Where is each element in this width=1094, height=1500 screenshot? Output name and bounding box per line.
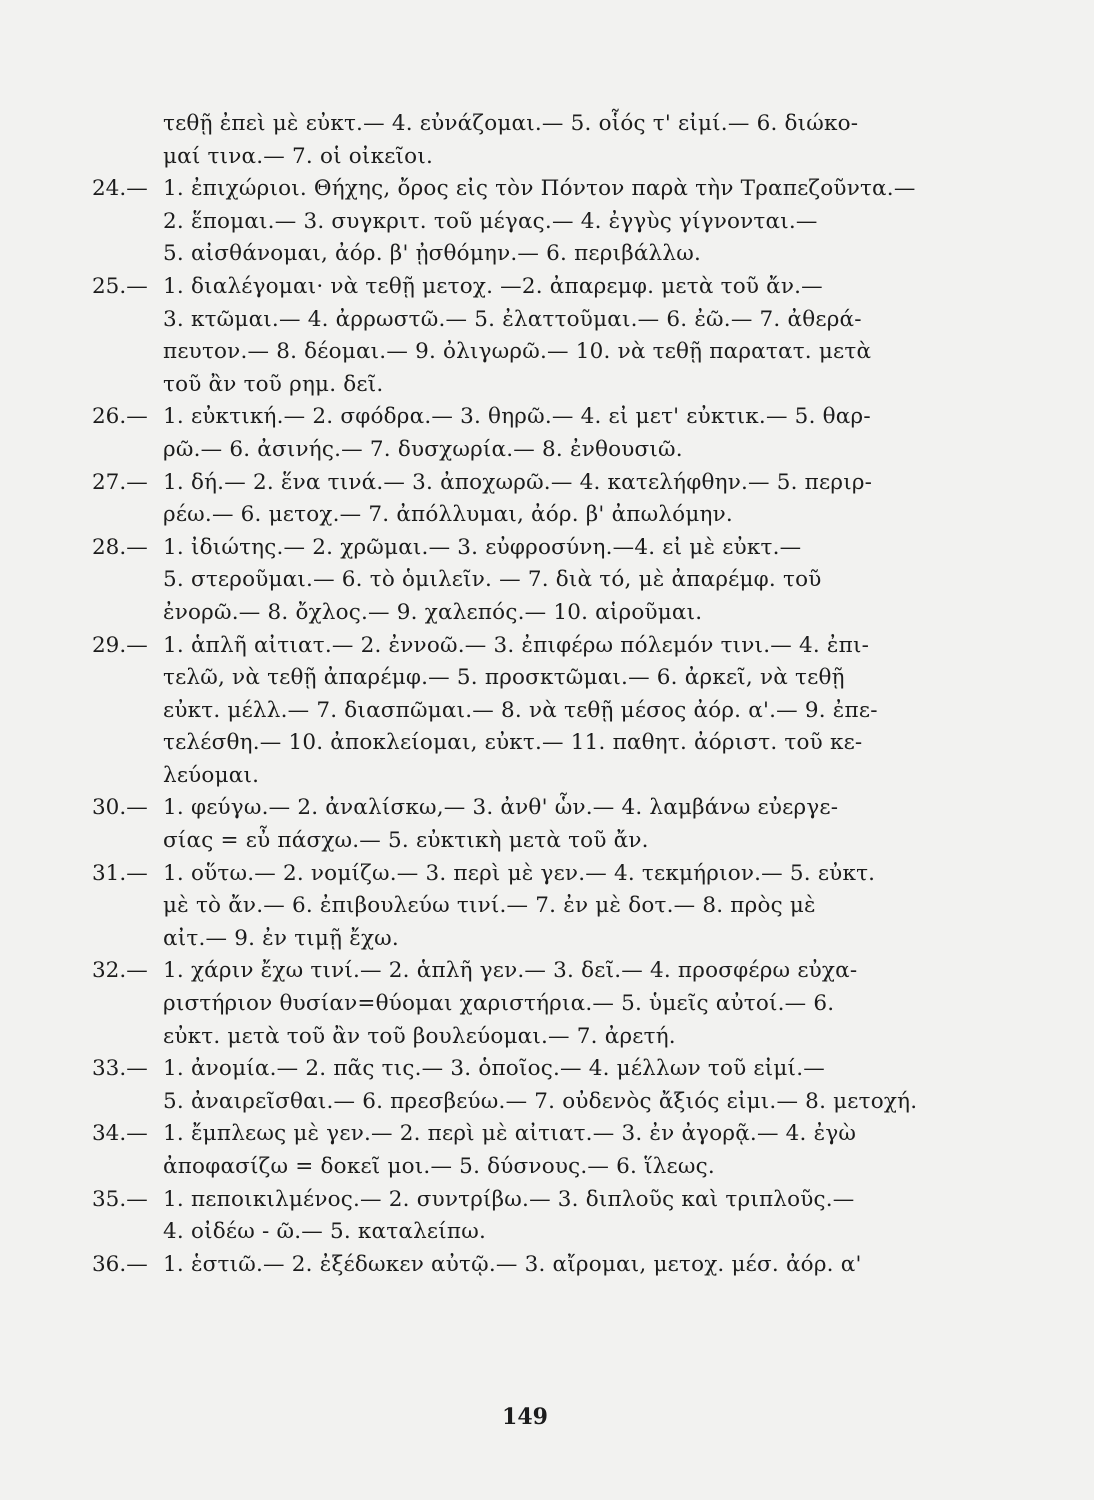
text-line: 1. φεύγω.— 2. ἀναλίσκω,— 3. ἀνθ' ὧν.— 4. λαμβάνω εὐεργε- (163, 795, 839, 821)
text-line: 1. δή.— 2. ἕνα τινά.— 3. ἀποχωρῶ.— 4. κατελήφθην.— 5. περιρ- (163, 469, 873, 495)
exercise-entry (92, 532, 972, 630)
exercise-entry (92, 401, 972, 466)
text-line: εὐκτ. μέλλ.— 7. διασπῶμαι.— 8. νὰ τεθῇ μέσος ἀόρ. α'.— 9. ἐπε- (163, 697, 878, 723)
text-line: 1. οὕτω.— 2. νομίζω.— 3. περὶ μὲ γεν.— 4. τεκμήριον.— 5. εὐκτ. (163, 860, 876, 886)
exercise-entry (92, 173, 972, 271)
exercise-number: 35.— (92, 1186, 148, 1212)
text-line: 5. αἰσθάνομαι, ἀόρ. β' ᾐσθόμην.— 6. περιβάλλω. (163, 241, 701, 267)
exercise-number: 36.— (92, 1251, 148, 1277)
text-line: 1. εὐκτική.— 2. σφόδρα.— 3. θηρῶ.— 4. εἰ μετ' εὐκτικ.— 5. θαρ- (163, 404, 871, 430)
text-line: τελῶ, νὰ τεθῇ ἀπαρέμφ.— 5. προσκτῶμαι.— 6. ἀρκεῖ, νὰ τεθῇ (163, 665, 845, 691)
text-line: 3. κτῶμαι.— 4. ἀρρωστῶ.— 5. ἐλαττοῦμαι.— 6. ἐῶ.— 7. ἀθερά- (163, 306, 862, 332)
text-line: πευτον.— 8. δέομαι.— 9. ὀλιγωρῶ.— 10. νὰ τεθῇ παρατατ. μετὰ (163, 339, 872, 365)
text-line: 2. ἕπομαι.— 3. συγκριτ. τοῦ μέγας.— 4. ἐγγὺς γίγνονται.— (163, 208, 818, 234)
exercise-number: 30.— (92, 795, 148, 821)
exercise-number: 29.— (92, 632, 148, 658)
exercise-number: 31.— (92, 860, 148, 886)
exercise-number: 33.— (92, 1056, 148, 1082)
exercise-number: 26.— (92, 404, 148, 430)
continued-entry (92, 108, 972, 173)
exercise-entry (92, 1249, 972, 1282)
exercise-entry (92, 1053, 972, 1118)
text-line: 1. ἁπλῆ αἰτιατ.— 2. ἐννοῶ.— 3. ἐπιφέρω πόλεμόν τινι.— 4. ἐπι- (163, 632, 870, 658)
text-line: 1. διαλέγομαι· νὰ τεθῇ μετοχ. —2. ἀπαρεμφ. μετὰ τοῦ ἄν.— (163, 273, 823, 299)
exercise-number: 27.— (92, 469, 148, 495)
text-line: λεύομαι. (163, 762, 260, 788)
text-line: 1. ἔμπλεως μὲ γεν.— 2. περὶ μὲ αἰτιατ.— 3. ἐν ἀγορᾷ.— 4. ἐγὼ (163, 1121, 857, 1147)
text-line: 4. οἰδέω - ῶ.— 5. καταλείπω. (163, 1219, 486, 1245)
exercise-entry (92, 792, 972, 857)
text-line: ρέω.— 6. μετοχ.— 7. ἀπόλλυμαι, ἀόρ. β' ἀπωλόμην. (163, 502, 733, 528)
text-line: μὲ τὸ ἄν.— 6. ἐπιβουλεύω τινί.— 7. ἐν μὲ δοτ.— 8. πρὸς μὲ (163, 893, 816, 919)
text-line: μαί τινα.— 7. οἱ οἰκεῖοι. (163, 143, 433, 169)
text-line: 5. στεροῦμαι.— 6. τὸ ὁμιλεῖν. — 7. διὰ τό, μὲ ἀπαρέμφ. τοῦ (163, 567, 822, 593)
text-line: σίας = εὖ πάσχω.— 5. εὐκτικὴ μετὰ τοῦ ἄν. (163, 828, 649, 854)
text-line: αἰτ.— 9. ἐν τιμῇ ἔχω. (163, 925, 399, 951)
exercise-number: 28.— (92, 534, 148, 560)
exercise-number: 34.— (92, 1121, 148, 1147)
exercise-number: 24.— (92, 176, 148, 202)
answer-key-entries (92, 108, 972, 1281)
exercise-entry (92, 955, 972, 1053)
exercise-entry (92, 1184, 972, 1249)
text-line: ἀποφασίζω = δοκεῖ μοι.— 5. δύσνους.— 6. ἵλεως. (163, 1154, 715, 1179)
exercise-number: 32.— (92, 958, 148, 984)
exercise-entry (92, 630, 972, 793)
exercise-entry (92, 858, 972, 956)
text-line: 1. ἐπιχώριοι. Θήχης, ὄρος εἰς τὸν Πόντον παρὰ τὴν Τραπεζοῦντα.— (163, 176, 916, 202)
text-line: τοῦ ἂν τοῦ ρημ. δεῖ. (163, 371, 384, 397)
text-line: 1. ἰδιώτης.— 2. χρῶμαι.— 3. εὐφροσύνη.—4. εἰ μὲ εὐκτ.— (163, 534, 802, 560)
text-line: 1. ἑστιῶ.— 2. ἐξέδωκεν αὐτῷ.— 3. αἴρομαι, μετοχ. μέσ. ἀόρ. α' (163, 1251, 862, 1277)
exercise-entry (92, 1118, 972, 1183)
text-line: 1. ἀνομία.— 2. πᾶς τις.— 3. ὁποῖος.— 4. μέλλων τοῦ εἰμί.— (163, 1056, 825, 1082)
text-line: τελέσθη.— 10. ἀποκλείομαι, εὐκτ.— 11. παθητ. ἀόριστ. τοῦ κε- (163, 730, 863, 756)
page-number: 149 (502, 1404, 548, 1430)
text-line: 5. ἀναιρεῖσθαι.— 6. πρεσβεύω.— 7. οὐδενὸς ἄξιός εἰμι.— 8. μετοχή. (163, 1088, 918, 1114)
exercise-entry (92, 467, 972, 532)
text-line: 1. πεποικιλμένος.— 2. συντρίβω.— 3. διπλοῦς καὶ τριπλοῦς.— (163, 1186, 855, 1212)
text-line: ρῶ.— 6. ἀσινής.— 7. δυσχωρία.— 8. ἐνθουσιῶ. (163, 436, 683, 462)
exercise-number: 25.— (92, 273, 148, 299)
text-line: τεθῇ ἐπεὶ μὲ εὐκτ.— 4. εὐνάζομαι.— 5. οἷός τ' εἰμί.— 6. διώκο- (163, 111, 859, 136)
text-line: 1. χάριν ἔχω τινί.— 2. ἁπλῆ γεν.— 3. δεῖ.— 4. προσφέρω εὐχα- (163, 958, 858, 984)
text-line: ριστήριον θυσίαν=θύομαι χαριστήρια.— 5. ὑμεῖς αὐτοί.— 6. (163, 991, 835, 1017)
text-line: εὐκτ. μετὰ τοῦ ἂν τοῦ βουλεύομαι.— 7. ἀρετή. (163, 1023, 676, 1049)
text-line: ἐνορῶ.— 8. ὄχλος.— 9. χαλεπός.— 10. αἱροῦμαι. (163, 599, 703, 625)
exercise-entry (92, 271, 972, 401)
